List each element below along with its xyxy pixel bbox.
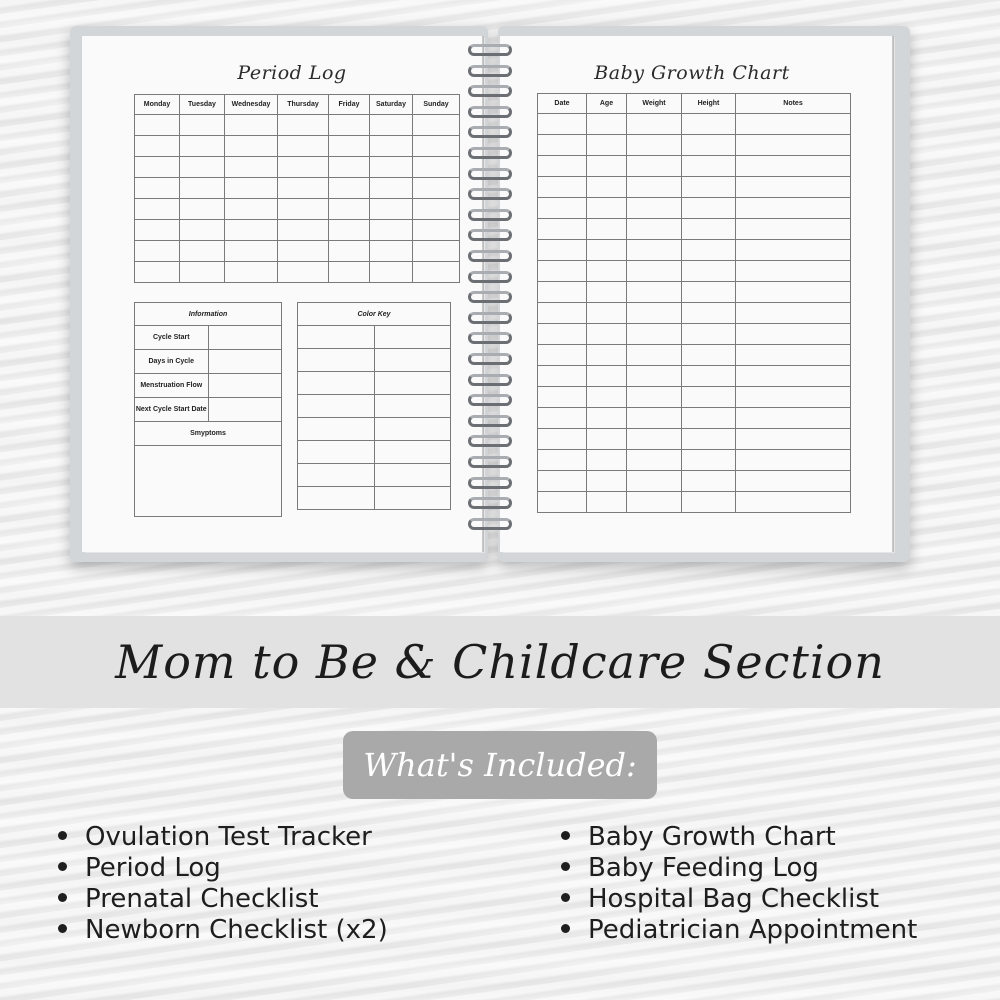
spiral-ring <box>468 394 512 406</box>
spiral-ring <box>468 312 512 324</box>
growth-cell <box>627 471 682 492</box>
growth-cell <box>538 345 587 366</box>
included-item-label: Hospital Bag Checklist <box>588 884 880 914</box>
growth-row <box>538 408 851 429</box>
bullet-dot <box>561 893 570 902</box>
growth-cell <box>736 324 851 345</box>
calendar-cell <box>370 199 413 220</box>
growth-cell <box>682 282 736 303</box>
color-meaning-cell <box>374 464 451 487</box>
spiral-ring <box>468 374 512 386</box>
growth-chart-table <box>537 93 851 513</box>
calendar-cell <box>135 115 180 136</box>
growth-row <box>538 387 851 408</box>
calendar-cell <box>278 262 329 283</box>
growth-cell <box>538 261 587 282</box>
calendar-cell <box>135 199 180 220</box>
calendar-cell <box>329 115 370 136</box>
included-item-label: Prenatal Checklist <box>85 884 319 914</box>
calendar-cell <box>370 157 413 178</box>
calendar-cell <box>370 262 413 283</box>
bullet-dot <box>561 924 570 933</box>
growth-header-row <box>538 94 851 114</box>
calendar-cell <box>370 220 413 241</box>
calendar-cell <box>370 241 413 262</box>
calendar-cell <box>180 115 225 136</box>
day-header-saturday: Saturday <box>370 95 413 115</box>
growth-cell <box>587 198 627 219</box>
period-log-calendar <box>134 94 460 283</box>
information-header: Information <box>135 303 282 326</box>
calendar-row <box>135 241 460 262</box>
included-item <box>561 884 917 915</box>
growth-cell <box>682 198 736 219</box>
calendar-cell <box>413 157 460 178</box>
spiral-ring <box>468 126 512 138</box>
growth-row <box>538 135 851 156</box>
spiral-ring <box>468 291 512 303</box>
color-swatch-cell <box>298 395 375 418</box>
calendar-cell <box>225 262 278 283</box>
calendar-row <box>135 157 460 178</box>
growth-cell <box>538 492 587 513</box>
spiral-ring <box>468 250 512 262</box>
calendar-cell <box>278 220 329 241</box>
growth-cell <box>682 471 736 492</box>
growth-row <box>538 324 851 345</box>
growth-cell <box>627 303 682 324</box>
spiral-ring <box>468 44 512 56</box>
info-field-label: Cycle Start <box>135 326 209 350</box>
spiral-ring <box>468 497 512 509</box>
growth-cell <box>682 492 736 513</box>
growth-cell <box>538 156 587 177</box>
growth-cell <box>587 492 627 513</box>
calendar-cell <box>135 157 180 178</box>
info-field-value <box>208 326 282 350</box>
color-key-row <box>298 326 451 349</box>
growth-cell <box>538 114 587 135</box>
calendar-cell <box>370 178 413 199</box>
growth-cell <box>682 135 736 156</box>
info-field-value <box>208 374 282 398</box>
calendar-row <box>135 199 460 220</box>
day-header-sunday: Sunday <box>413 95 460 115</box>
bullet-dot <box>58 862 67 871</box>
growth-row <box>538 114 851 135</box>
included-item-label: Period Log <box>85 853 221 883</box>
included-item-label: Baby Feeding Log <box>588 853 819 883</box>
growth-cell <box>587 408 627 429</box>
calendar-cell <box>225 220 278 241</box>
growth-cell <box>627 114 682 135</box>
growth-cell <box>627 366 682 387</box>
growth-cell <box>627 240 682 261</box>
spiral-ring <box>468 415 512 427</box>
growth-cell <box>587 177 627 198</box>
calendar-cell <box>413 262 460 283</box>
growth-cell <box>627 177 682 198</box>
calendar-cell <box>135 178 180 199</box>
growth-cell <box>682 429 736 450</box>
growth-cell <box>627 387 682 408</box>
information-row <box>135 398 282 422</box>
growth-cell <box>627 198 682 219</box>
calendar-cell <box>278 241 329 262</box>
growth-cell <box>627 492 682 513</box>
growth-row <box>538 177 851 198</box>
growth-cell <box>736 429 851 450</box>
growth-row <box>538 345 851 366</box>
growth-cell <box>538 198 587 219</box>
growth-cell <box>627 282 682 303</box>
calendar-cell <box>225 115 278 136</box>
calendar-cell <box>225 136 278 157</box>
calendar-cell <box>225 157 278 178</box>
calendar-cell <box>413 136 460 157</box>
growth-cell <box>587 240 627 261</box>
calendar-cell <box>278 136 329 157</box>
growth-cell <box>682 366 736 387</box>
calendar-cell <box>278 115 329 136</box>
color-swatch-cell <box>298 372 375 395</box>
included-list-right <box>561 822 917 946</box>
spiral-ring <box>468 477 512 489</box>
spiral-binding <box>464 44 518 554</box>
growth-cell <box>587 219 627 240</box>
calendar-row <box>135 262 460 283</box>
growth-cell <box>627 219 682 240</box>
information-row <box>135 350 282 374</box>
spiral-ring <box>468 209 512 221</box>
calendar-cell <box>180 241 225 262</box>
growth-cell <box>736 282 851 303</box>
color-key-header-row <box>298 303 451 326</box>
color-swatch-cell <box>298 441 375 464</box>
growth-cell <box>538 387 587 408</box>
calendar-cell <box>180 178 225 199</box>
growth-header-height: Height <box>682 94 736 114</box>
growth-row <box>538 219 851 240</box>
included-item <box>58 853 388 884</box>
info-field-label: Menstruation Flow <box>135 374 209 398</box>
growth-cell <box>682 219 736 240</box>
color-swatch-cell <box>298 418 375 441</box>
growth-cell <box>736 366 851 387</box>
color-swatch-cell <box>298 464 375 487</box>
growth-header-age: Age <box>587 94 627 114</box>
growth-cell <box>682 114 736 135</box>
growth-cell <box>587 450 627 471</box>
growth-cell <box>736 345 851 366</box>
growth-cell <box>682 261 736 282</box>
calendar-cell <box>180 199 225 220</box>
included-item-label: Pediatrician Appointment <box>588 915 918 945</box>
bullet-dot <box>561 831 570 840</box>
growth-cell <box>682 345 736 366</box>
calendar-cell <box>278 178 329 199</box>
included-item <box>561 915 917 946</box>
info-field-label: Next Cycle Start Date <box>135 398 209 422</box>
growth-cell <box>627 450 682 471</box>
spiral-ring <box>468 271 512 283</box>
growth-cell <box>587 156 627 177</box>
included-item-label: Baby Growth Chart <box>588 822 836 852</box>
included-item-label: Newborn Checklist (x2) <box>85 915 388 945</box>
spiral-ring <box>468 518 512 530</box>
calendar-cell <box>329 178 370 199</box>
growth-cell <box>627 345 682 366</box>
info-field-value <box>208 398 282 422</box>
calendar-cell <box>413 241 460 262</box>
growth-header-weight: Weight <box>627 94 682 114</box>
information-row <box>135 374 282 398</box>
period-log-title: Period Log <box>237 62 347 84</box>
growth-row <box>538 429 851 450</box>
spiral-ring <box>468 188 512 200</box>
symptoms-label: Smyptoms <box>135 422 282 446</box>
growth-cell <box>587 429 627 450</box>
calendar-cell <box>370 136 413 157</box>
growth-cell <box>736 156 851 177</box>
included-item <box>561 822 917 853</box>
spiral-ring <box>468 353 512 365</box>
calendar-row <box>135 115 460 136</box>
growth-cell <box>682 324 736 345</box>
growth-cell <box>538 135 587 156</box>
day-header-friday: Friday <box>329 95 370 115</box>
included-item <box>58 822 388 853</box>
growth-cell <box>682 240 736 261</box>
growth-cell <box>736 114 851 135</box>
calendar-cell <box>370 115 413 136</box>
bullet-dot <box>58 831 67 840</box>
growth-cell <box>538 471 587 492</box>
growth-cell <box>587 135 627 156</box>
calendar-cell <box>329 262 370 283</box>
color-meaning-cell <box>374 349 451 372</box>
color-meaning-cell <box>374 395 451 418</box>
color-key-row <box>298 418 451 441</box>
growth-cell <box>736 408 851 429</box>
included-item <box>58 884 388 915</box>
growth-cell <box>736 261 851 282</box>
growth-cell <box>538 450 587 471</box>
growth-cell <box>587 366 627 387</box>
color-key-row <box>298 464 451 487</box>
growth-cell <box>587 282 627 303</box>
info-field-value <box>208 350 282 374</box>
calendar-cell <box>329 199 370 220</box>
included-item <box>58 915 388 946</box>
calendar-cell <box>329 241 370 262</box>
growth-cell <box>538 219 587 240</box>
growth-row <box>538 303 851 324</box>
spiral-ring <box>468 147 512 159</box>
growth-cell <box>538 240 587 261</box>
color-key-row <box>298 372 451 395</box>
spiral-ring <box>468 229 512 241</box>
color-swatch-cell <box>298 326 375 349</box>
growth-cell <box>736 387 851 408</box>
calendar-cell <box>413 220 460 241</box>
growth-cell <box>736 219 851 240</box>
growth-cell <box>682 177 736 198</box>
growth-cell <box>736 492 851 513</box>
color-meaning-cell <box>374 418 451 441</box>
information-table <box>134 302 282 517</box>
calendar-cell <box>329 220 370 241</box>
spiral-ring <box>468 106 512 118</box>
growth-cell <box>587 114 627 135</box>
color-key-row <box>298 349 451 372</box>
spiral-ring <box>468 456 512 468</box>
growth-cell <box>682 387 736 408</box>
growth-cell <box>538 282 587 303</box>
calendar-cell <box>329 136 370 157</box>
color-key-header: Color Key <box>298 303 451 326</box>
color-key-row <box>298 487 451 510</box>
growth-cell <box>538 408 587 429</box>
growth-cell <box>682 408 736 429</box>
calendar-cell <box>225 199 278 220</box>
growth-cell <box>587 345 627 366</box>
information-row <box>135 326 282 350</box>
growth-cell <box>627 408 682 429</box>
calendar-header-row <box>135 95 460 115</box>
calendar-row <box>135 136 460 157</box>
day-header-thursday: Thursday <box>278 95 329 115</box>
calendar-cell <box>225 241 278 262</box>
color-meaning-cell <box>374 487 451 510</box>
spiral-ring <box>468 168 512 180</box>
calendar-cell <box>180 157 225 178</box>
growth-cell <box>736 450 851 471</box>
spiral-ring <box>468 332 512 344</box>
growth-cell <box>627 324 682 345</box>
growth-header-date: Date <box>538 94 587 114</box>
calendar-cell <box>135 262 180 283</box>
included-item <box>561 853 917 884</box>
growth-cell <box>627 429 682 450</box>
color-meaning-cell <box>374 326 451 349</box>
growth-cell <box>587 261 627 282</box>
spiral-ring <box>468 65 512 77</box>
growth-row <box>538 156 851 177</box>
growth-cell <box>736 303 851 324</box>
calendar-row <box>135 220 460 241</box>
growth-cell <box>538 177 587 198</box>
growth-chart-title: Baby Growth Chart <box>594 62 790 84</box>
color-key-table <box>297 302 451 510</box>
growth-row <box>538 492 851 513</box>
day-header-wednesday: Wednesday <box>225 95 278 115</box>
growth-row <box>538 471 851 492</box>
calendar-cell <box>135 241 180 262</box>
growth-cell <box>736 177 851 198</box>
bullet-dot <box>561 862 570 871</box>
color-meaning-cell <box>374 372 451 395</box>
growth-row <box>538 198 851 219</box>
calendar-cell <box>278 199 329 220</box>
color-key-row <box>298 395 451 418</box>
calendar-cell <box>180 220 225 241</box>
growth-row <box>538 366 851 387</box>
color-key-row <box>298 441 451 464</box>
growth-cell <box>736 240 851 261</box>
growth-cell <box>538 429 587 450</box>
calendar-cell <box>135 220 180 241</box>
calendar-cell <box>413 115 460 136</box>
growth-cell <box>538 366 587 387</box>
day-header-tuesday: Tuesday <box>180 95 225 115</box>
growth-cell <box>587 324 627 345</box>
color-swatch-cell <box>298 487 375 510</box>
calendar-cell <box>180 136 225 157</box>
calendar-cell <box>413 178 460 199</box>
growth-cell <box>627 156 682 177</box>
growth-cell <box>587 471 627 492</box>
growth-header-notes: Notes <box>736 94 851 114</box>
bullet-dot <box>58 924 67 933</box>
growth-row <box>538 240 851 261</box>
color-meaning-cell <box>374 441 451 464</box>
growth-cell <box>682 303 736 324</box>
growth-cell <box>682 156 736 177</box>
bullet-dot <box>58 893 67 902</box>
calendar-cell <box>225 178 278 199</box>
growth-cell <box>587 387 627 408</box>
growth-cell <box>627 261 682 282</box>
info-field-label: Days in Cycle <box>135 350 209 374</box>
calendar-cell <box>278 157 329 178</box>
symptoms-label-row <box>135 422 282 446</box>
growth-cell <box>736 135 851 156</box>
spiral-ring <box>468 85 512 97</box>
color-swatch-cell <box>298 349 375 372</box>
growth-row <box>538 282 851 303</box>
growth-row <box>538 450 851 471</box>
spiral-ring <box>468 435 512 447</box>
growth-cell <box>682 450 736 471</box>
growth-cell <box>587 303 627 324</box>
included-list-left <box>58 822 388 946</box>
symptoms-area-row <box>135 446 282 517</box>
growth-cell <box>736 471 851 492</box>
calendar-cell <box>413 199 460 220</box>
day-header-monday: Monday <box>135 95 180 115</box>
growth-cell <box>538 303 587 324</box>
section-title: Mom to Be & Childcare Section <box>115 635 885 689</box>
included-item-label: Ovulation Test Tracker <box>85 822 372 852</box>
growth-cell <box>627 135 682 156</box>
calendar-cell <box>180 262 225 283</box>
calendar-row <box>135 178 460 199</box>
calendar-cell <box>329 157 370 178</box>
growth-cell <box>736 198 851 219</box>
calendar-cell <box>135 136 180 157</box>
symptoms-area <box>135 446 282 517</box>
information-header-row <box>135 303 282 326</box>
growth-cell <box>538 324 587 345</box>
growth-row <box>538 261 851 282</box>
whats-included-label: What's Included: <box>363 746 637 784</box>
